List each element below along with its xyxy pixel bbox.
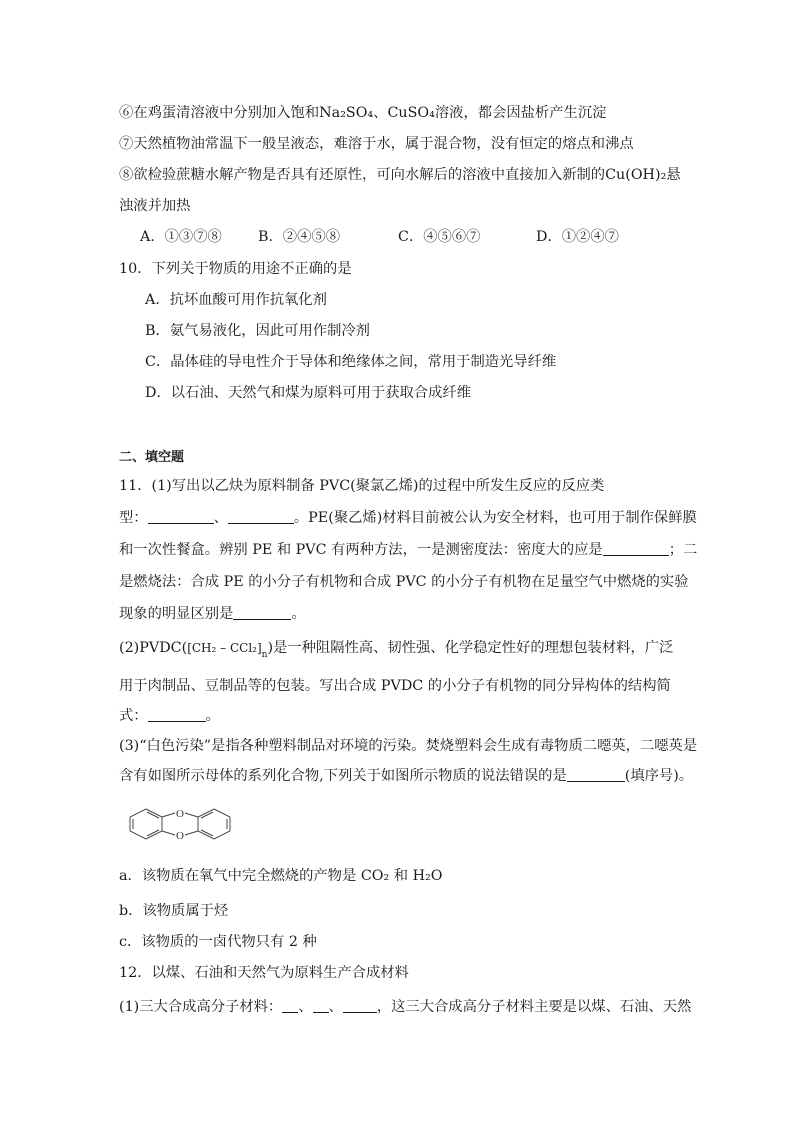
text: 式： xyxy=(119,708,148,724)
q11-part1-line3 xyxy=(119,540,697,560)
q9-option-a: A．①③⑦⑧ xyxy=(140,229,222,245)
q9-option-d: D．①②④⑦ xyxy=(536,229,619,245)
q10-option-b: B．氨气易液化，因此可用作制冷剂 xyxy=(145,323,370,339)
text: 。 xyxy=(205,708,220,724)
text: 、 xyxy=(213,510,228,526)
formula-subscript: n xyxy=(261,650,268,660)
text: 。PE(聚乙烯)材料目前被公认为安全材料，也可用于制作保鲜膜 xyxy=(293,510,697,526)
answer-blank[interactable] xyxy=(567,767,625,782)
answer-blank[interactable] xyxy=(148,707,206,722)
answer-blank[interactable] xyxy=(343,998,377,1013)
text: ；二 xyxy=(668,542,698,558)
text: 含有如图所示母体的系列化合物,下列关于如图所示物质的说法错误的是 xyxy=(119,768,567,784)
q9-item6: ⑥在鸡蛋清溶液中分别加入饱和Na₂SO₄、CuSO₄溶液，都会因盐析产生沉淀 xyxy=(119,105,607,121)
text: 。 xyxy=(291,606,306,622)
text: ，这三大合成高分子材料主要是以煤、石油、天然 xyxy=(376,999,692,1015)
q9-option-b: B．②④⑤⑧ xyxy=(258,229,340,245)
answer-blank[interactable] xyxy=(233,605,291,620)
q11-part1-line2 xyxy=(119,508,697,528)
text: 、 xyxy=(298,999,313,1015)
q10-option-a: A．抗坏血酸可用作抗氧化剂 xyxy=(145,292,327,308)
answer-blank[interactable] xyxy=(282,998,298,1013)
text: )是一种阻隔性高、韧性强、化学稳定性好的理想包装材料，广泛 xyxy=(267,640,674,656)
q12-part1 xyxy=(119,997,691,1017)
oxygen-atom-bottom: O xyxy=(176,830,184,842)
q11-option-a: a．该物质在氧气中完全燃烧的产物是 CO₂ 和 H₂O xyxy=(119,868,443,884)
answer-blank[interactable] xyxy=(228,509,294,524)
left-benzene-ring xyxy=(130,809,162,839)
text: (2)PVDC( xyxy=(119,640,188,656)
q11-part1-line1: 11．(1)写出以乙炔为原料制备 PVC(聚氯乙烯)的过程中所发生反应的反应类 xyxy=(119,478,605,494)
q9-item7: ⑦天然植物油常温下一般呈液态，难溶于水，属于混合物，没有恒定的熔点和沸点 xyxy=(119,136,634,152)
formula-text: [CH₂ – CCl₂] xyxy=(187,641,262,655)
q11-part3-line2 xyxy=(119,766,693,786)
q10-stem: 10．下列关于物质的用途不正确的是 xyxy=(119,261,352,277)
bond xyxy=(185,831,198,835)
right-benzene-ring xyxy=(198,809,230,839)
q11-option-b: b．该物质属于烃 xyxy=(119,903,229,919)
text: 、 xyxy=(328,999,343,1015)
q11-part1-line5 xyxy=(119,604,306,624)
dioxin-structure-diagram xyxy=(124,802,236,844)
q11-part2-line3 xyxy=(119,706,220,726)
bond xyxy=(162,831,175,835)
q11-part1-line4: 是燃烧法：合成 PE 的小分子有机物和合成 PVC 的小分子有机物在足量空气中燃烧的实验 xyxy=(119,574,689,590)
text: 型： xyxy=(119,510,148,526)
answer-blank[interactable] xyxy=(313,998,329,1013)
text: 现象的明显区别是 xyxy=(119,606,234,622)
q12-stem: 12．以煤、石油和天然气为原料生产合成材料 xyxy=(119,965,409,981)
oxygen-atom-top: O xyxy=(176,808,184,820)
q9-option-c: C．④⑤⑥⑦ xyxy=(398,229,481,245)
answer-blank[interactable] xyxy=(148,509,214,524)
q9-item8-line2: 浊液并加热 xyxy=(119,198,191,214)
bond xyxy=(162,813,175,817)
text: (填序号)。 xyxy=(624,768,694,784)
q10-option-d: D．以石油、天然气和煤为原料可用于获取合成纤维 xyxy=(145,385,471,401)
answer-blank[interactable] xyxy=(603,541,669,556)
q11-part3-line1: (3)“白色污染”是指各种塑料制品对环境的污染。焚烧塑料会生成有毒物质二噁英，二噁英是 xyxy=(119,738,698,754)
pvdc-formula xyxy=(187,638,267,665)
q9-item8-line1: ⑧欲检验蔗糖水解产物是否具有还原性，可向水解后的溶液中直接加入新制的Cu(OH)₂悬 xyxy=(119,167,681,183)
section-title: 二、填空题 xyxy=(119,450,185,465)
text: 和一次性餐盒。辨别 PE 和 PVC 有两种方法，一是测密度法：密度大的应是 xyxy=(119,542,603,558)
q11-part2-line2: 用于肉制品、豆制品等的包装。写出合成 PVDC 的小分子有机物的同分异构体的结构简 xyxy=(119,678,671,694)
q11-option-c: c．该物质的一卤代物只有 2 种 xyxy=(119,934,317,950)
q11-part2-line1 xyxy=(119,638,673,665)
text: (1)三大合成高分子材料： xyxy=(119,999,283,1015)
q10-option-c: C．晶体硅的导电性介于导体和绝缘体之间，常用于制造光导纤维 xyxy=(145,354,557,370)
bond xyxy=(185,813,198,817)
